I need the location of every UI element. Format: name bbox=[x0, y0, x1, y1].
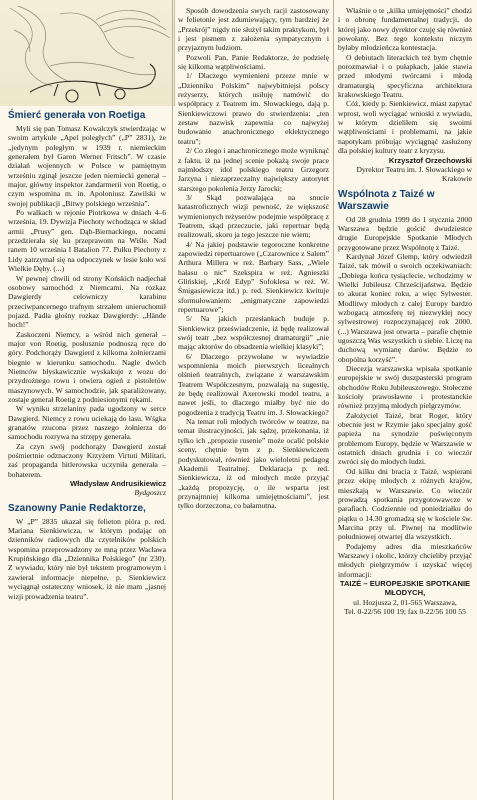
column-divider bbox=[333, 0, 334, 800]
paragraph: W pewnej chwili od strony Końskich nadjechał osobowy samochód z Niemcami. Na rozkaz Dawgierdy celowniczy karabinu przeciwpancernego trafnym strzałem unieruchomił pojazd. Padła głośny rozkaz Dawgierdy: „Hände hoch!” bbox=[8, 273, 166, 330]
letter-author: Krzysztof Orzechowski bbox=[388, 155, 472, 165]
address-street: ul. Hozjusza 2, 01-565 Warszawa, bbox=[353, 597, 457, 607]
paragraph: Podajemy adres dla mieszkańców Warszawy i okolic, którzy chcieliby przyjąć młodych pielgrzymów i uzyskać więcej informacji: bbox=[338, 541, 472, 579]
paragraph: Myli się pan Tomasz Kowalczyk stwierdzając w swoim artykule „Apel poległych” („P” 2831), że „jedynym poległym w 1939 r. niemieckim generałem był Garon Werner Fritsch”. W czasie działań wojennych w Polsce w pamiętnym wrześniu zginął jeszcze jeden niemiecki generał – major, główny inspektor żandarmerii von Roetig, o czym wspomina m. in. Apoloniusz Zawilski w swojej publikacji „Bitwy polskiego września”. bbox=[8, 124, 166, 208]
decorative-illustration bbox=[0, 0, 175, 106]
paragraph: Od kilku dni bracia z Taizé, wspierani przez ekipę młodych z różnych krajów, mieszkają w Warszawie. Co wieczór prowadzą spotkania przygotowawcze w parafiach. Codziennie od poniedziałku do piątku o 14.30 gromadzą się w kościele św. Marcina przy ul. Piwnej na modlitwie południowej otwartej dla wszystkich. bbox=[338, 466, 472, 542]
author-name: Władysław Andrusikiewicz bbox=[70, 479, 166, 489]
article-title-letter: Szanowny Panie Redaktorze, bbox=[8, 502, 146, 514]
paragraph: W „P” 2835 ukazał się felieton pióra p. red. Mariana Sienkiewicza, w którym podając on dzienników radiowych dla czytelników polskich wspomina przeprowadzony ze mną przez Wacława Krupińskiego dla „Dziennika Polskiego” (nr 230). Z wywiadu, który nie był tekstem programowym i zawierał informacje niepełne, p. Sienkiewicz wyciągnął ostateczny wniosek, iż nie mam „jasnej wizji prowadzenia teatru”. bbox=[8, 516, 166, 601]
paragraph: 6/ Dlaczego przywołane w wywiadzie wspomnienia moich pierwszych licealnych olśnień teatralnych, związane z warszawskim Teatrem Współczesnym, pozwalają na sugestię, że będę realizował Axerowski model teatru, a nawet jeśli, to dlaczego miałby być nie do pogodzenia z tradycją Teatru im. J. Słowackiego? bbox=[178, 351, 329, 417]
paragraph: O debiutach literackich też bym chętnie porozmawiał i o pułapkach, jakie stawia przed młodymi twórcami i młodą dramaturgią specyficzna architektura krakowskiego Teatru. bbox=[338, 52, 472, 100]
column-3 bbox=[338, 6, 472, 616]
paragraph: Zaskoczeni Niemcy, a wśród nich generał – major von Roetig, posłusznie podnoszą ręce do góry. Podchorąży Dawgierd z kilkoma żołnierzami biegnie w kierunku samochodu. Nagle dwóch Niemców błyskawicznie wyskakuje z wozu do przydrożnego rowu i otwiera ogień z pistoletów maszynowych. W samochodzie, jak sparaliżowany, zostaje generał Roetig z podniesionymi rękami. bbox=[8, 329, 166, 404]
paragraph: 3/ Skąd pozwalająca na snucie katastroficznych wizji pewność, że większość wymienionych reżyserów podejmie współpracę z Teatrem, skąd przeczucie, jaki repertuar będą realizowali, skoro ja tego jeszcze nie wiem; bbox=[178, 192, 329, 240]
paragraph: Po walkach w rejonie Piotrkowa w dniach 4–6 września, 19. Dywizja Piechoty wchodząca w skład armii „Prusy” gen. Dąb-Biernackiego, nocami przedzierała się ku przeprawom na Wiśle. Nad ranem 10 września I Batalion 77. Pułku Piechoty z Lidy zatrzymał się na odpoczynek w lesie koło wsi Wielkie Dęby. (...) bbox=[8, 208, 166, 274]
column-2 bbox=[178, 6, 329, 511]
paragraph: Sposób dowodzenia swych racji zastosowany w felietonie jest zdumiewający, tym bardziej że „Przekrój” nigdy nie służył takim praktykom, był i jest pismem z założenia sympatycznym i przyjaznym ludziom. bbox=[178, 6, 329, 53]
paragraph: 5/ Na jakich przesłankach buduje p. Sienkiewicz przeświadczenie, iż będę realizował swój teatr „bez współczesnej dramaturgii” „nie mając aktorów do obsadzenia wielkiej klasyki”; bbox=[178, 314, 329, 352]
paragraph: W wyniku strzelaniny pada ugodzony w serce Dawgierd. Niemcy z rowu uciekają do lasu. Wśgka granatów rzucona przez naszego żołnierza do samochodu rozrywa na strzępy generała. bbox=[8, 404, 166, 442]
address-organization: TAIZÉ – EUROPEJSKIE SPOTKANIE MŁODYCH, bbox=[339, 578, 471, 598]
address-phone: Tel. 0-22/56 100 19; fax 0-22/56 100 55 bbox=[344, 606, 466, 616]
article-title-roetig: Śmierć generała von Roetiga bbox=[8, 110, 146, 121]
paragraph: Za czyn swój podchorąży Dawgierd został pośmiertnie odznaczony Krzyżem Virtuti Militari, zaś propaganda hitlerowska uczyniła generała – bohaterem. bbox=[8, 441, 166, 479]
paragraph: Od 28 grudnia 1999 do 1 stycznia 2000 Warszawa będzie gościć dwudziestce drugie Europejskie Spotkanie Młodych przygotowane przez Wspólnotę z Taizé. bbox=[338, 214, 472, 252]
paragraph: Diecezja warszawska wpisała spotkanie europejskie w swój duszpasterski program obchodów Roku Jubileuszowego. Stołeczne kościoły prawosławne i protestanckie również przyjmą młodych pielgrzymów. bbox=[338, 364, 472, 411]
paragraph: Właśnie o te „kilka umiejętności” chodzi i o obronę fundamentalnej tradycji, do której jako nowy dyrektor czuję się również powołany. Bez tego kontekstu niczym byłaby młodzieńcza kontestacja. bbox=[338, 6, 472, 53]
column-1 bbox=[8, 110, 166, 601]
paragraph: 2/ Co złego i anachronicznego może wyniknąć z faktu, iż na jednej scenie pokażą swoje prace najmłodszy idol polskiego teatru Grzegorz Jarzyna i niezaprzeczalny największy autorytet starszego pokolenia Jerzy Jarocki; bbox=[178, 146, 329, 193]
author-place: Bydgoszcz bbox=[134, 488, 166, 498]
paragraph: 1/ Dlaczego wymienieni przeze mnie w „Dzienniku Polskim” najwybitniejsi polscy reżyserzy, których usiłuję namówić do współpracy z Teatrem im. Słowackiego, dają p. Sienkiewiczowi prawo do stwierdzenia: „ten zestaw nazwisk zapewnia co najwyżej budowanie anachronicznego eklektycznego teatru”; bbox=[178, 71, 329, 146]
paragraph: Założyciel Taizé, brat Roger, który obecnie jest w Rzymie jako specjalny gość papieża na synodzie poświęconym problemom Europy, będzie w Warszawie w ostatnich dniach grudnia i co wieczór zwróci się do młodych ludzi. bbox=[338, 410, 472, 467]
article-title-taize: Wspólnota z Taizé w Warszawie bbox=[338, 188, 435, 212]
paragraph: 4/ Na jakiej podstawie tegoroczne konkretne zapowiedzi repertuarowe („Czarownice z Salem” Arthura Millera w reż. Barbary Sass, „Wiele hałasu o nic” Szekspira w reż. Agnieszki Glińskiej, „Król Edyp” Sofoklesa w reż. W. Śmigasiewicza itd.) p. red. Sienkiewicz kwituje sformułowaniem: „enigmatyczne zapowiedzi repertuarowe”; bbox=[178, 239, 329, 314]
letter-signature: Dyrektor Teatru im. J. Słowackiego w Krakowie bbox=[356, 164, 472, 184]
contact-address bbox=[338, 579, 472, 616]
paragraph: Na temat roli młodych twórców w teatrze, na temat ilustracyjności, jak sądzę, przekonania, iż tylko ich „propozie rusenie” może ocalić polskie sceny, chętnie bym z p. Sienkiewiczem podyskutował, również jako wieloletni pedagog Akademii Teatralnej. Deklaracja p. red. Sienkiewicza, iż od młodych może przyjąć „każdą propozycję, o ile wsparta jest przynajmniej kilkoma umiejętnościami”, jest tylko dorzeczona, co bałamutna. bbox=[178, 417, 329, 511]
winged-figure-illustration bbox=[0, 0, 174, 106]
paragraph: Kardynał Józef Glemp, który odwiedził Taizé, tak mówił o swoich oczekiwaniach: „Dobiega końca tysiąclecie, wchodzimy w Wielki Jubileusz Chrześcijaństwa. Będzie to akurat koniec roku, a więc Sylwester. Modlitwy młodych z całej Europy bardzo wzbogacą atmosferę tej niezwykłej nocy sylwestrowej rozpoczynającej rok 2000. (...) Warszawa jest otwarta – parafie chętnie ugoszczą Was wszystkich u siebie. Liczę na duchową wymianę darów. Będzie to obopólna korzyść”. bbox=[338, 251, 472, 364]
column-divider bbox=[172, 0, 173, 800]
paragraph: Pozwoli Pan, Panie Redaktorze, że podzielę się kilkoma wątpliwościami. bbox=[178, 52, 329, 72]
paragraph: Cóż, kiedy p. Sienkiewicz, miast zapytać wprost, woli wyciągać wnioski z wywiadu, w którym dzieliłem się swoimi wątpliwościami i problemami, na jakie napotykam próbując wyciągnąć zasłużony dla polskiej kultury teatr z kryzysu. bbox=[338, 99, 472, 156]
